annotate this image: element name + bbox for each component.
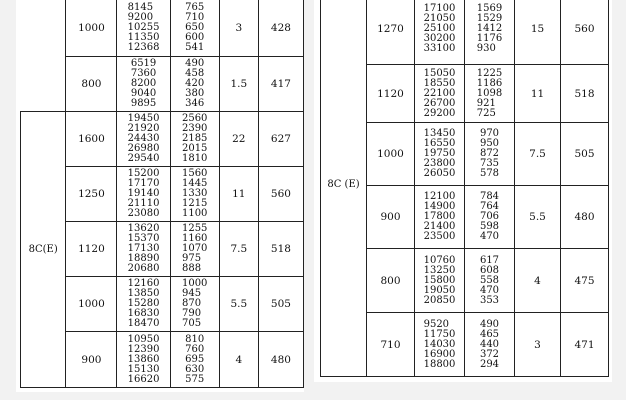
speed-list-cell: 19450 21920 24430 26980 29540 bbox=[117, 112, 170, 167]
ratio-cell: 11 bbox=[219, 167, 258, 222]
blank-cell bbox=[21, 0, 66, 112]
ratio-cell: 7.5 bbox=[515, 123, 561, 186]
ratio-cell: 3 bbox=[515, 313, 561, 377]
speed-cell: 1000 bbox=[367, 123, 415, 186]
speed-cell: 1250 bbox=[66, 167, 117, 222]
ratio-cell: 1.5 bbox=[219, 57, 258, 112]
speed-cell: 1000 bbox=[66, 0, 117, 57]
ratio-cell: 4 bbox=[219, 332, 258, 388]
speed-list-cell: 10950 12390 13860 15130 16620 bbox=[117, 332, 170, 388]
speed-cell: 1120 bbox=[367, 65, 415, 123]
speed-cell: 800 bbox=[66, 57, 117, 112]
model-cell: 8C (E) bbox=[321, 0, 367, 377]
speed-list-cell: 13450 16550 19750 23800 26050 bbox=[415, 123, 465, 186]
speed-cell: 900 bbox=[66, 332, 117, 388]
torque-list-cell: 1255 1160 1070 975 888 bbox=[170, 222, 219, 277]
power-cell: 518 bbox=[258, 222, 303, 277]
ratio-cell: 3 bbox=[219, 0, 258, 57]
speed-list-cell: 12160 13850 15280 16830 18470 bbox=[117, 277, 170, 332]
torque-list-cell: 1000 945 870 790 705 bbox=[170, 277, 219, 332]
speed-list-cell: 15050 18550 22100 26700 29200 bbox=[415, 65, 465, 123]
power-cell: 505 bbox=[561, 123, 609, 186]
power-cell: 417 bbox=[258, 57, 303, 112]
speed-list-cell: 13620 15370 17130 18890 20680 bbox=[117, 222, 170, 277]
torque-list-cell: 1569 1529 1412 1176 930 bbox=[465, 0, 515, 65]
table-row bbox=[21, 112, 304, 167]
table-row bbox=[321, 0, 609, 65]
power-cell: 480 bbox=[258, 332, 303, 388]
power-cell: 475 bbox=[561, 249, 609, 313]
speed-cell: 1270 bbox=[367, 0, 415, 65]
speed-list-cell: 9520 11750 14030 16900 18800 bbox=[415, 313, 465, 377]
power-cell: 505 bbox=[258, 277, 303, 332]
speed-list-cell: 6519 7360 8200 9040 9895 bbox=[117, 57, 170, 112]
torque-list-cell: 970 950 872 735 578 bbox=[465, 123, 515, 186]
power-cell: 518 bbox=[561, 65, 609, 123]
ratio-cell: 5.5 bbox=[219, 277, 258, 332]
speed-list-cell: 17100 21050 25100 30200 33100 bbox=[415, 0, 465, 65]
power-cell: 428 bbox=[258, 0, 303, 57]
power-cell: 560 bbox=[561, 0, 609, 65]
speed-cell: 900 bbox=[367, 186, 415, 249]
speed-cell: 1000 bbox=[66, 277, 117, 332]
speed-list-cell: 10760 13250 15800 19050 20850 bbox=[415, 249, 465, 313]
speed-list-cell: 12100 14900 17800 21400 23500 bbox=[415, 186, 465, 249]
ratio-cell: 11 bbox=[515, 65, 561, 123]
speed-cell: 710 bbox=[367, 313, 415, 377]
speed-cell: 800 bbox=[367, 249, 415, 313]
torque-list-cell: 765 710 650 600 541 bbox=[170, 0, 219, 57]
torque-list-cell: 490 458 420 380 346 bbox=[170, 57, 219, 112]
left-table-panel bbox=[16, 0, 304, 392]
ratio-cell: 15 bbox=[515, 0, 561, 65]
torque-list-cell: 1560 1445 1330 1215 1100 bbox=[170, 167, 219, 222]
speed-cell: 1120 bbox=[66, 222, 117, 277]
speed-list-cell: 15200 17170 19140 21110 23080 bbox=[117, 167, 170, 222]
speed-list-cell: 8145 9200 10255 11350 12368 bbox=[117, 0, 170, 57]
torque-list-cell: 810 760 695 630 575 bbox=[170, 332, 219, 388]
right-spec-table bbox=[320, 0, 609, 377]
ratio-cell: 22 bbox=[219, 112, 258, 167]
torque-list-cell: 490 465 440 372 294 bbox=[465, 313, 515, 377]
table-row bbox=[21, 0, 304, 57]
speed-cell: 1600 bbox=[66, 112, 117, 167]
torque-list-cell: 2560 2390 2185 2015 1810 bbox=[170, 112, 219, 167]
torque-list-cell: 1225 1186 1098 921 725 bbox=[465, 65, 515, 123]
torque-list-cell: 784 764 706 598 470 bbox=[465, 186, 515, 249]
left-spec-table bbox=[20, 0, 304, 388]
torque-list-cell: 617 608 558 470 353 bbox=[465, 249, 515, 313]
power-cell: 560 bbox=[258, 167, 303, 222]
ratio-cell: 4 bbox=[515, 249, 561, 313]
ratio-cell: 7.5 bbox=[219, 222, 258, 277]
power-cell: 627 bbox=[258, 112, 303, 167]
ratio-cell: 5.5 bbox=[515, 186, 561, 249]
power-cell: 480 bbox=[561, 186, 609, 249]
right-table-panel bbox=[314, 0, 612, 382]
power-cell: 471 bbox=[561, 313, 609, 377]
model-cell: 8C(E) bbox=[21, 112, 66, 388]
